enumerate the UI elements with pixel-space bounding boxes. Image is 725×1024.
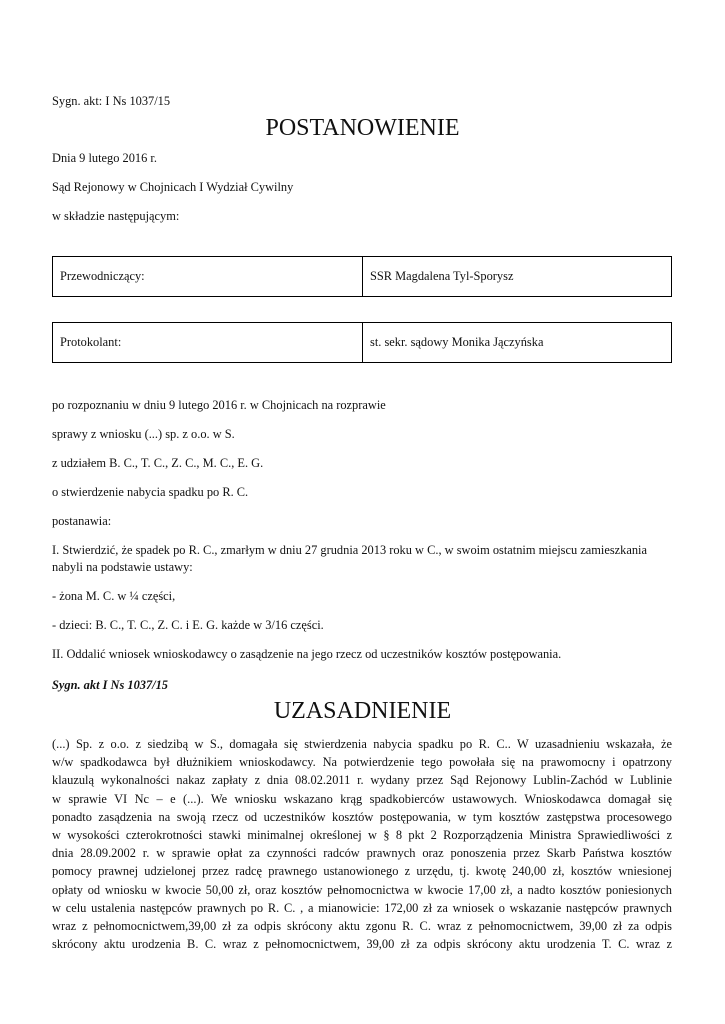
justification-line: (...) Sp. z o.o. z siedzibą w S., domagała się stwierdzenia nabycia spadku po R. C.. W uzasadnieniu wskazała, że <box>52 737 672 751</box>
ruling-point-1-line-1: I. Stwierdzić, że spadek po R. C., zmarłym w dniu 27 grudnia 2013 roku w C., w swoim ostatnim miejscu zamieszkania <box>52 543 647 557</box>
court-reporter-row <box>52 322 672 363</box>
justification-line: w wysokości czterokrotności stawki minimalnej określonej w § 8 pkt 2 Rozporządzenia Ministra Sprawiedliwości z <box>52 827 672 842</box>
justification-line: w celu ustalenia następców prawnych po R. C. , a mianowicie: 172,00 zł za wniosek o wskazanie następców prawnych <box>52 900 672 915</box>
heir-children: - dzieci: B. C., T. C., Z. C. i E. G. każde w 3/16 części. <box>52 618 324 632</box>
ruling-point-1-line-2: nabyli na podstawie ustawy: <box>52 560 193 574</box>
court-reporter-name: st. sekr. sądowy Monika Jączyńska <box>370 335 544 349</box>
decides-label: postanawia: <box>52 514 112 528</box>
hearing-paragraph: po rozpoznaniu w dniu 9 lutego 2016 r. w Chojnicach na rozprawie <box>52 398 386 412</box>
document-title: POSTANOWIENIE <box>265 115 460 141</box>
justification-line: dnia 28.09.2002 r. w sprawie opłat za czynności radców prawnych oraz ponoszenia przez Skarb Państwa kosztów <box>52 846 672 861</box>
justification-signature: Sygn. akt I Ns 1037/15 <box>52 678 169 692</box>
presiding-judge-row <box>52 256 672 297</box>
justification-title: UZASADNIENIE <box>273 698 452 724</box>
decision-date: Dnia 9 lutego 2016 r. <box>52 151 157 165</box>
ruling-point-2: II. Oddalić wniosek wnioskodawcy o zasądzenie na jego rzecz od uczestników kosztów postępowania. <box>52 647 562 661</box>
court-reporter-role: Protokolant: <box>53 323 363 362</box>
participants-paragraph: z udziałem B. C., T. C., Z. C., M. C., E. G. <box>52 456 264 470</box>
presiding-judge-name: SSR Magdalena Tyl-Sporysz <box>370 269 514 283</box>
justification-line: w/w spadkodawca był dłużnikiem wnioskodawcy. Na potwierdzenie tego powołała się na prawomocny i opatrzony <box>52 755 672 770</box>
justification-line: opłaty od wniosku w kwocie 50,00 zł, oraz kosztów pełnomocnictwa w kwocie 17,00 zł, a nadto kosztów poniesionych <box>52 882 672 897</box>
case-signature: Sygn. akt: I Ns 1037/15 <box>52 94 171 108</box>
composition-label: w składzie następującym: <box>52 209 180 223</box>
court-name: Sąd Rejonowy w Chojnicach I Wydział Cywilny <box>52 180 294 194</box>
heir-spouse: - żona M. C. w ¼ części, <box>52 589 176 603</box>
justification-line: klauzulą wykonalności nakaz zapłaty z dnia 08.02.2011 r. wydany przez Sąd Rejonowy Lublin-Zachód w Lublinie <box>52 773 672 788</box>
justification-line: skrócony aktu urodzenia B. C. wraz z pełnomocnictwem, 39,00 zł za odpis skrócony aktu urodzenia T. C. wraz z <box>52 937 672 952</box>
justification-line: w sprawie VI Nc – e (...). We wniosku wskazano krąg spadkobierców ustawowych. Wnioskodawca domagał się <box>52 791 672 806</box>
presiding-judge-role: Przewodniczący: <box>53 257 363 296</box>
justification-line: ponadto zasądzenia na swoją rzecz od uczestników kosztów postępowania, w tym kosztów zastępstwa procesowego <box>52 809 672 824</box>
case-paragraph: sprawy z wniosku (...) sp. z o.o. w S. <box>52 427 235 441</box>
subject-paragraph: o stwierdzenie nabycia spadku po R. C. <box>52 485 249 499</box>
justification-text <box>52 735 672 953</box>
justification-line: wraz z pełnomocnictwem,39,00 zł za odpis skrócony aktu zgonu R. C. wraz z pełnomocnictwem, 39,00 zł za odpis <box>52 918 672 933</box>
justification-line: pomocy prawnej udzielonej przez radcę prawnego ustanowionego z urzędu, tj. kwotę 240,00 zł, kosztów wniesionej <box>52 864 672 879</box>
